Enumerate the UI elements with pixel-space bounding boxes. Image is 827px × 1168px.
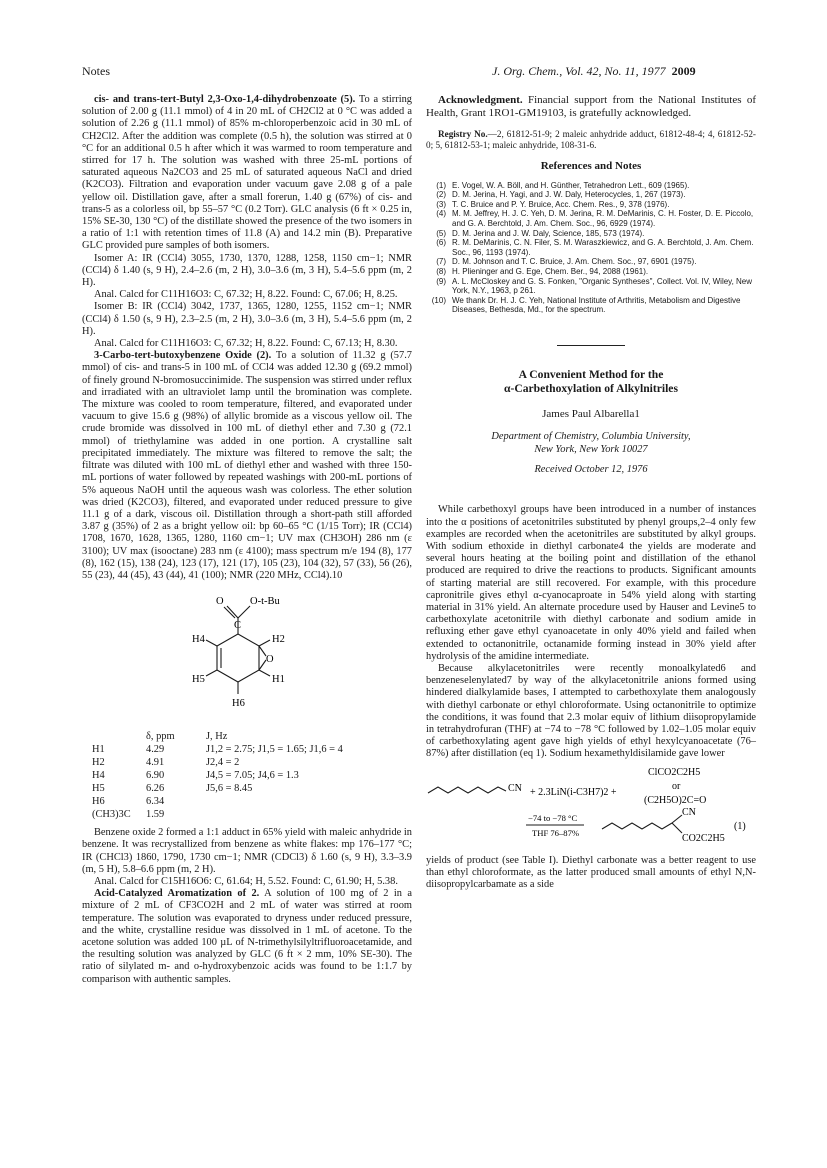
reagent-carbonate: (C2H5O)2C=O [644,794,707,806]
h6-label: H6 [232,698,245,710]
list-item: (4) M. M. Jeffrey, H. J. C. Yeh, D. M. Jerina, R. M. DeMarinis, C. H. Foster, D. E. Piccolo, and G. A. Berchtold, J. Am. Chem. Soc., 96, 6929 (1974). [436,209,754,228]
list-item: (10) We thank Dr. H. J. C. Yeh, National Institute of Arthritis, Metabolism and Digestive Diseases, Bethesda, Md., for the spectrum. [431,295,741,315]
h5-label: H5 [192,674,205,686]
carbonyl-carbon-label: C [234,620,242,632]
table-row: H6 6.34 [92,795,165,807]
equation-number: (1) [734,820,746,832]
running-header-section: Notes [82,64,110,78]
running-header-journal [492,64,696,79]
acknowledgment: Acknowledgment. Financial support from the National Institutes of Health, Grant 1RO1-GM19103, is gratefully acknowledged. [426,94,756,120]
table-row: (CH3)3C 1.59 [92,808,165,820]
list-item: (2) D. M. Jerina, H. Yagi, and J. W. Daly, Heterocycles, 1, 267 (1973). [436,190,686,200]
base-label: + 2.3LiN(i-C3H7)2 + [530,786,617,798]
paragraph-anal-adduct: Anal. Calcd for C15H16O6: C, 61.64; H, 5.52. Found: C, 61.90; H, 5.38. [94,875,398,887]
reagent-chloroformate: ClCO2C2H5 [648,766,701,778]
list-item: (7) D. M. Johnson and T. C. Bruice, J. Am. Chem. Soc., 97, 6901 (1975). [436,257,697,267]
paragraph-heading: cis- and trans-tert-Butyl 2,3-Oxo-1,4-dihydrobenzoate (5). [94,94,356,105]
paragraph-synthesis-2: 3-Carbo-tert-butoxybenzene Oxide (2). To a solution of 11.32 g (57.7 mmol) of cis- and trans-5 in 100 mL of CCl4 was added 12.30 g (69.2 mmol) of finely ground N-bromosuccinimide. The suspension was stirred under reflux and irradiated with an ultraviolet lamp until the bromination was complete. The mixture was cooled to room temperature, filtered, and evaporated under vacuum to give 15.6 g (98%) of allylic bromide as a viscous yellow oil. The crude bromide was dissolved in 100 mL of diethyl ether and 7.30 g (72.1 mmol) of triethylamine was added in one portion. A crystalline salt precipitated immediately. The mixture was filtered to remove the salt; the filtrate was diluted with 100 mL of diethyl ether and washed with three 150-mL portions of water followed by repeated washings with 200-mL portions of 5% aqueous NaOH until the aqueous wash was colorless. The ether solution was dried (K2CO3), filtered, and evaporated under reduced pressure to give 11.1 g of a dark, viscous oil. Distillation through a short-path still afforded 3.87 g (35%) of 2 as a bright yellow oil: bp 60–65 °C (1/15 Torr); IR (CCl4) 1708, 1670, 1628, 1365, 1280, 1160 cm−1; UV max (CH3OH) 286 nm (ε 3100); UV max (isooctane) 283 nm (ε 4100); mass spectrum m/e 194 (8), 177 (8), 162 (15), 138 (24), 123 (17), 121 (17), 105 (23), 104 (32), 57 (33), 56 (26), 55 (23), 44 (45), 43 (44), 41 (100); NMR (220 MHz, CCl4).10 [82,350,412,581]
condition-temperature: −74 to −78 °C [528,812,578,823]
list-item: (5) D. M. Jerina and J. W. Daly, Science, 185, 573 (1974). [436,228,645,238]
table-row: H1 4.29 J1,2 = 2.75; J1,5 = 1.65; J1,6 = 4 [92,743,343,755]
tert-butoxy-label: O-t-Bu [250,596,280,608]
table-row: H2 4.91 J2,4 = 2 [92,756,240,768]
paragraph-anal-b: Anal. Calcd for C11H16O3: C, 67.32; H, 8.22. Found: C, 67.13; H, 8.30. [94,338,398,350]
h2-label: H2 [272,634,285,646]
paragraph-adduct: Benzene oxide 2 formed a 1:1 adduct in 65% yield with maleic anhydride in benzene. It was recrystallized from benzene as white flakes: mp 176–177 °C; IR (CHCl3) 1860, 1790, 1730 cm−1; NMR (CDCl3) δ 1.60 (s, 9 H), 3.3–3.9 (m, 5 H), 5.8–6.6 ppm (m, 2 H). [82,827,412,875]
carbonyl-oxygen-label: O [216,596,224,608]
list-item: (8) H. Plieninger and G. Ege, Chem. Ber., 94, 2088 (1961). [436,266,649,276]
registry-heading: Registry No. [438,128,488,139]
affiliation-line-2: New York, New York 10027 [534,444,648,456]
delta-column-header: δ, ppm [146,730,175,742]
paragraph-synthesis-5: cis- and trans-tert-Butyl 2,3-Oxo-1,4-dihydrobenzoate (5). To a stirring solution of 2.00 g (11.1 mmol) of 4 in 20 mL of CH2Cl2 at 0 °C was added a solution of 2.26 g (11.1 mmol) of 85% m-chloroperbenzoic acid in 30 mL of CH2Cl2. After the addition was complete (0.5 h), the solution was stirred at 0 °C for an additional 0.5 h after which it was warmed to room temperature and stirred for 17 h. The solution was washed with three 25-mL portions of saturated aqueous Na2CO3 and 25 mL of saturated aqueous NaCl and dried (K2CO3). Filtration and evaporation under vacuum gave 2.08 g of a pale yellow oil. Distillation gave, after a small forerun, 1.40 g (67%) of cis- and trans-5 as a colorless oil, bp 55–57 °C (0.2 Torr). GLC analysis (6 ft × 0.25 in, 15% SE-30, 130 °C) of the distillate showed the presence of the two isomers in a ratio of 1:1 with retention times of 11.8 (A) and 14.2 min (B). Preparative GLC provided pure samples of both isomers. [82,94,412,252]
paragraph-isomer-a: Isomer A: IR (CCl4) 3055, 1730, 1370, 1288, 1258, 1150 cm−1; NMR (CCl4) δ 1.40 (s, 9 H), 2.4–2.6 (m, 2 H), 3.0–3.6 (m, 3 H), 5.4–5.6 ppm (m, 2 H). [82,252,412,289]
epoxide-oxygen-label: O [266,654,274,666]
paragraph-aromatization: Acid-Catalyzed Aromatization of 2. A solution of 100 mg of 2 in a mixture of 2 mL of CF3CO2H and 2 mL of water was stirred at room temperature. The solution was evaporated to dryness under reduced pressure, and the white, crystalline residue was dissolved in 1 mL of acetone. To the acetone solution was added 100 µL of N-trimethylsilyltrifluoroacetamide, and the resulting solution was analyzed by GLC (6 ft × 2 mm, 10% SE-30). The ratio of silylated m- and o-hydroxybenzoic acids was found to be 1:1.7 by comparison with authentic samples. [82,888,412,985]
table-row: H5 6.26 J5,6 = 8.45 [92,782,253,794]
page-number: 2009 [671,64,696,78]
nmr-data-table [92,730,347,821]
product-cn-label: CN [682,806,696,818]
section-divider [557,345,625,346]
reagent-or: or [672,780,681,792]
condition-solvent-yield: THF 76–87% [532,827,580,838]
registry-numbers: Registry No.—2, 61812-51-9; 2 maleic anhydride adduct, 61812-48-4; 4, 61812-52-0; 5, 61812-53-1; maleic anhydride, 108-31-6. [426,128,756,150]
received-date: Received October 12, 1976 [534,464,648,476]
body-paragraph-1: While carbethoxyl groups have been introduced in a number of instances into the α positions of acetonitriles substituted by phenyl groups,2–4 only few examples are recorded when the acetonitriles are substituted by alkyl groups. With sodium ethoxide in diethyl carbonate4 the yields are moderate and several hours heating at the boiling point and distillation of the ethanol produced are required to drive the reactions to products. Significant amounts of starting material are still recovered. For example, with this procedure capronitrile gives ethyl α-cyanocaproate in 54% yield along with starting material in 31% yield. An alternate procedure used by Hauser and Levine5 to carbethoxylate acetonitrile with diethyl carbonate and sodium amide in refluxing ether gave ethyl cyanoacetate in only 40% yield and failed when extended to octanonitrile, octanamide forming instead in 30% yield after hydrolysis of the amidine intermediate. [426,504,756,662]
h4-label: H4 [192,634,205,646]
article-title-line-1: A Convenient Method for the [518,367,664,381]
body-paragraph-2: Because alkylacetonitriles were recently monoalkylated6 and benzeneselenylated7 by way of the alkylacetonitrile anions formed using hindered dialkylamide bases, I attempted to carbethoxylate them analogously with diethyl carbonate or ethyl chloroformate. Using octanonitrile to optimize the conditions, it was found that 2.3 molar equiv of lithium diisopropylamide in tetrahydrofuran (THF) at −74 to −78 °C followed by 1.02–1.05 molar equiv of carbethoxylating agent gave high yields of ethyl hexylcyanoacetate (76–87%) after distillation (eq 1). Sodium hexamethyldisilamide gave lower [426,662,756,760]
left-column [82,94,412,986]
j-column-header: J, Hz [206,730,228,742]
nmr-table-header [92,730,347,743]
list-item: (6) R. M. DeMarinis, C. N. Filer, S. M. Waraszkiewicz, and G. A. Berchtold, J. Am. Chem. Soc., 96, 1193 (1974). [436,238,754,257]
list-item: (1) E. Vogel, W. A. Böll, and H. Günther, Tetrahedron Lett., 609 (1965). [436,180,690,190]
body-paragraph-3: yields of product (see Table I). Diethyl carbonate was a better reagent to use than ethyl chloroformate, as the latter produced small amounts of ethyl N,N-diisopropylcarbamate as a side [426,854,756,890]
article-title-line-2: α-Carbethoxylation of Alkylnitriles [504,381,678,395]
journal-citation: J. Org. Chem., Vol. 42, No. 11, 1977 [492,64,666,78]
h1-label: H1 [272,674,285,686]
table-row: H4 6.90 J4,5 = 7.05; J4,6 = 1.3 [92,769,299,781]
references-heading: References and Notes [540,160,642,173]
product-ester-label: CO2C2H5 [682,832,725,844]
list-item: (9) A. L. McCloskey and G. S. Fonken, "Organic Syntheses", Collect. Vol. IV, Wiley, New York, N.Y., 1963, p 261. [436,276,753,296]
reaction-equation [426,765,756,853]
reactant-cn-label: CN [508,782,522,794]
paragraph-isomer-b: Isomer B: IR (CCl4) 3042, 1737, 1365, 1280, 1255, 1152 cm−1; NMR (CCl4) δ 1.50 (s, 9 H), 2.3–2.5 (m, 2 H), 3.0–3.6 (m, 3 H), 5.4–5.6 ppm (m, 2 H). [82,301,412,337]
list-item: (3) T. C. Bruice and P. Y. Bruice, Acc. Chem. Res., 9, 378 (1976). [436,199,670,209]
paragraph-heading: Acid-Catalyzed Aromatization of 2. [94,888,260,900]
affiliation-line-1: Department of Chemistry, Columbia University, [491,431,691,443]
paragraph-anal-a: Anal. Calcd for C11H16O3: C, 67.32; H, 8.22. Found: C, 67.06; H, 8.25. [94,289,398,301]
acknowledgment-heading: Acknowledgment. [438,94,523,106]
paragraph-heading: 3-Carbo-tert-butoxybenzene Oxide (2). [94,350,272,362]
author-name: James Paul Albarella1 [542,407,640,420]
right-column [426,94,756,891]
benzene-oxide-structure [82,586,412,728]
reference-list [426,181,756,315]
